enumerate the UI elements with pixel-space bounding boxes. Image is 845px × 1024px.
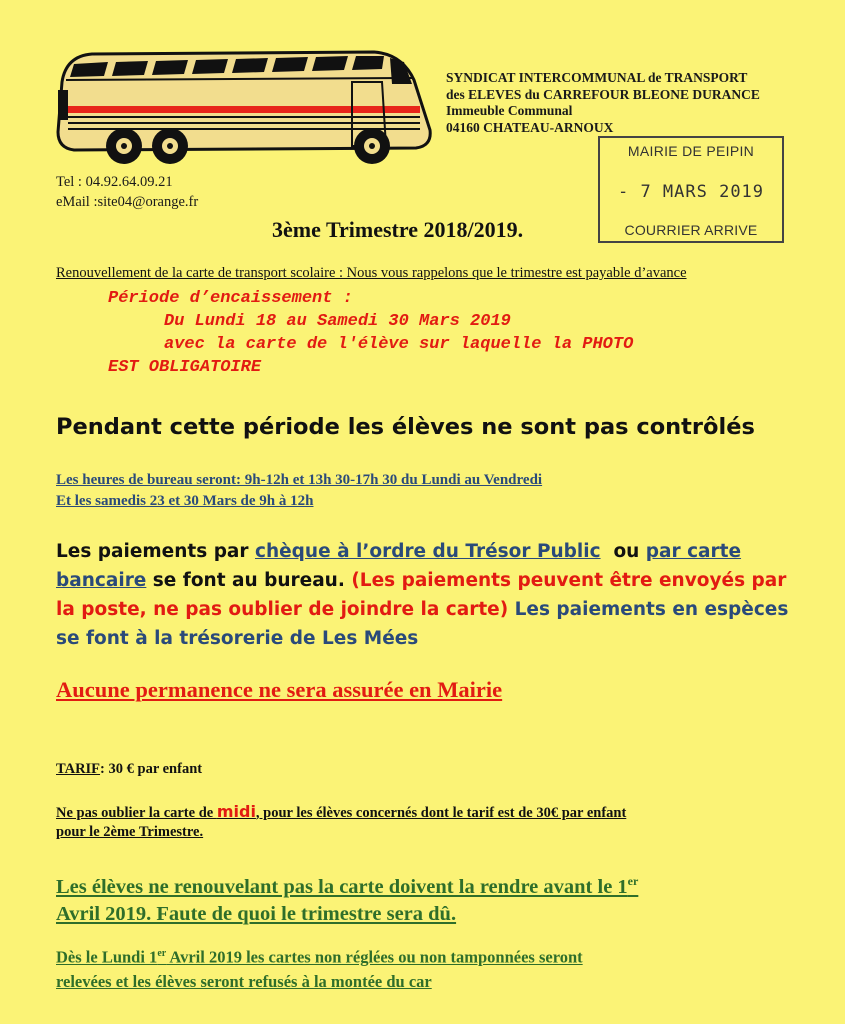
return-line-2: Avril 2019. Faute de quoi le trimestre sera dû. <box>56 902 457 925</box>
hours-saturday: Et les samedis 23 et 30 Mars de 9h à 12h <box>56 493 314 509</box>
cheque-method: chèque à l’ordre du Trésor Public <box>254 541 601 562</box>
card-method-1: par carte <box>645 541 742 562</box>
stamp-courrier: COURRIER ARRIVE <box>624 222 758 238</box>
org-line-1: SYNDICAT INTERCOMMUNAL de TRANSPORT <box>446 70 748 85</box>
return-sup: er <box>627 874 639 888</box>
payments-office: se font au bureau. <box>146 570 352 591</box>
final-c: relevées et les élèves seront refusés à la montée du car <box>56 971 432 991</box>
stamp-date: - 7 MARS 2019 <box>617 182 765 202</box>
midi-note-c: pour le 2ème Trimestre. <box>56 824 204 840</box>
midi-note-a: Ne pas oublier la carte de <box>56 805 217 821</box>
org-line-4: 04160 CHATEAU-ARNOUX <box>446 119 614 135</box>
mail-note-1: (Les paiements peuvent être envoyés par <box>351 570 787 591</box>
period-card-line: avec la carte de l'élève sur laquelle la PHOTO <box>164 335 634 354</box>
tarif-value: : 30 € par enfant <box>100 761 203 777</box>
email: eMail :site04@orange.fr <box>56 194 199 210</box>
received-stamp <box>598 136 784 243</box>
cash-location: se font à la trésorerie de Les Mées <box>56 628 419 649</box>
control-notice: Pendant cette période les élèves ne sont pas contrôlés <box>56 414 755 440</box>
collection-period <box>108 287 633 379</box>
renewal-intro: Renouvellement de la carte de transport scolaire : Nous vous rappelons que le trimestre est payable d’avance <box>56 265 687 281</box>
org-line-3: Immeuble Communal <box>446 103 573 118</box>
mail-note-2: la poste, ne pas oublier de joindre la carte) <box>56 599 509 620</box>
midi-card-note <box>56 802 626 842</box>
cash-note: Les paiements en espèces <box>508 599 789 620</box>
stamp-mairie: MAIRIE DE PEIPIN <box>627 143 755 159</box>
tarif-label: TARIF <box>56 761 101 777</box>
telephone: Tel : 04.92.64.09.21 <box>56 174 173 190</box>
final-sup: er <box>157 948 167 959</box>
period-dates: Du Lundi 18 au Samedi 30 Mars 2019 <box>164 312 511 331</box>
bus-illustration <box>52 42 447 172</box>
return-notice <box>56 868 638 928</box>
period-photo-line: EST OBLIGATOIRE <box>108 358 262 377</box>
trimestre-title: 3ème Trimestre 2018/2019. <box>272 217 524 242</box>
org-line-2: des ELEVES du CARREFOUR BLEONE DURANCE <box>446 86 760 102</box>
payments-paragraph <box>56 537 791 653</box>
contact-info <box>56 172 198 212</box>
tarif <box>56 761 202 778</box>
period-label: Période d’encaissement : <box>108 289 353 308</box>
card-method-2: bancaire <box>56 570 147 591</box>
final-a: Dès le Lundi 1 <box>56 947 158 967</box>
mairie-notice: Aucune permanence ne sera assurée en Mairie <box>56 677 503 702</box>
midi-word: midi <box>216 802 256 821</box>
organization-address <box>446 70 841 136</box>
final-notice <box>56 942 583 994</box>
midi-note-b: , pour les élèves concernés dont le tarif est de 30€ par enfant <box>255 805 627 821</box>
payments-or: ou <box>600 541 646 562</box>
office-hours <box>56 470 542 512</box>
final-b: Avril 2019 les cartes non réglées ou non tamponnées seront <box>166 947 583 967</box>
hours-weekday: Les heures de bureau seront: 9h-12h et 13h 30-17h 30 du Lundi au Vendredi <box>56 472 543 488</box>
payments-intro: Les paiements par <box>56 541 255 562</box>
return-line-1: Les élèves ne renouvelant pas la carte doivent la rendre avant le 1 <box>56 875 628 898</box>
